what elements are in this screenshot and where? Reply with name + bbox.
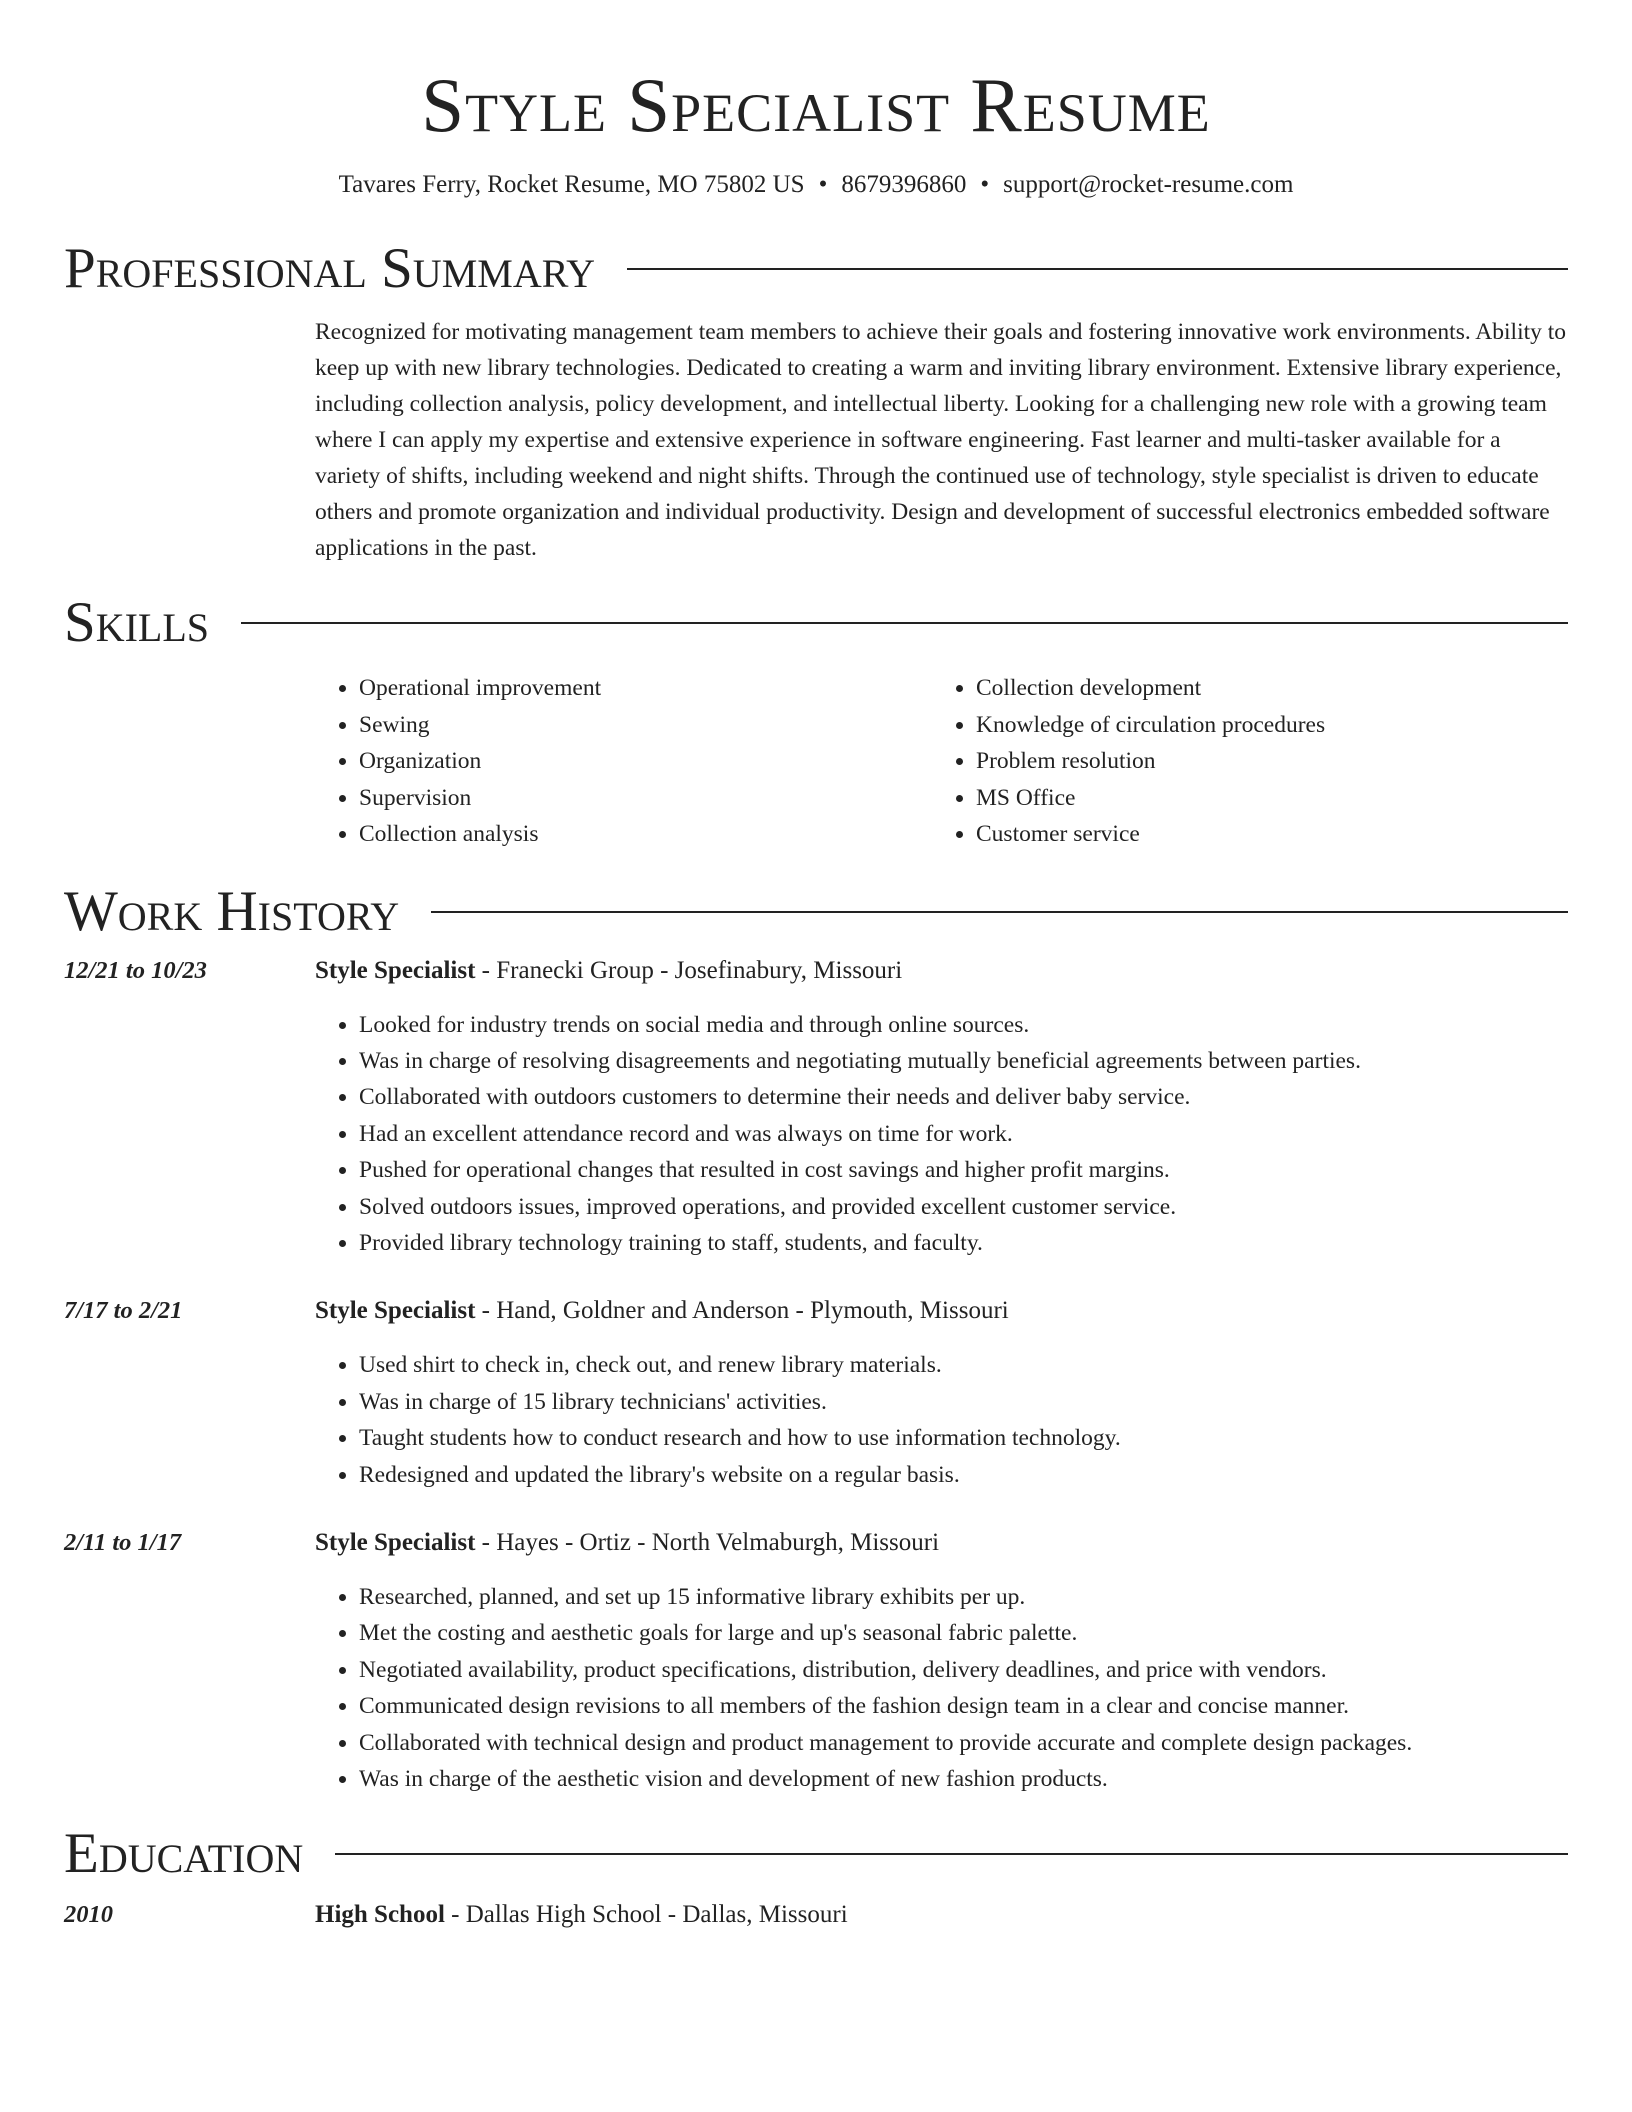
summary-section-header — [64, 236, 1568, 302]
contact-address: Tavares Ferry, Rocket Resume, MO 75802 US — [338, 171, 805, 198]
job-bullets — [315, 1579, 1568, 1797]
skill-item: • Organization — [359, 743, 932, 780]
job-bullet: • Provided library technology training to staff, students, and faculty. — [359, 1225, 1568, 1261]
skill-item: • Sewing — [359, 707, 932, 744]
skills-list-left — [315, 670, 932, 853]
job-bullet: • Communicated design revisions to all members of the fashion design team in a clear and concise manner. — [359, 1688, 1568, 1724]
skill-item: • Problem resolution — [976, 743, 1549, 780]
job-bullet: • Negotiated availability, product specifications, distribution, delivery deadlines, and price with vendors. — [359, 1652, 1568, 1688]
education-degree: High School — [315, 1901, 445, 1929]
education-heading: Education — [64, 1822, 304, 1886]
education-year: 2010 — [64, 1901, 113, 1929]
skills-heading: Skills — [64, 591, 210, 654]
job-entry — [64, 1525, 1568, 1797]
job-bullet: • Solved outdoors issues, improved operations, and provided excellent customer service. — [359, 1189, 1568, 1225]
job-bullet: • Redesigned and updated the library's website on a regular basis. — [359, 1457, 1568, 1493]
job-bullet: • Researched, planned, and set up 15 informative library exhibits per up. — [359, 1579, 1568, 1615]
job-employer: - Hayes - Ortiz - North Velmaburgh, Missouri — [475, 1528, 940, 1556]
job-entry — [64, 953, 1568, 1262]
job-body — [315, 953, 1568, 1262]
work-section-header — [64, 879, 1568, 945]
skill-item: • Operational improvement — [359, 670, 932, 707]
contact-email: support@rocket-resume.com — [1003, 171, 1294, 198]
skill-item: • Supervision — [359, 780, 932, 817]
job-entry — [64, 1293, 1568, 1493]
job-body — [315, 1293, 1568, 1493]
resume-title: Style Specialist Resume — [421, 62, 1211, 148]
job-role: Style Specialist — [315, 1528, 476, 1556]
job-dates: 7/17 to 2/21 — [64, 1297, 183, 1325]
education-body — [315, 1897, 1568, 1933]
job-role: Style Specialist — [315, 1297, 476, 1325]
skill-item: • Customer service — [976, 816, 1549, 853]
skill-item: • Collection analysis — [359, 816, 932, 853]
section-divider — [241, 622, 1568, 624]
job-bullet: • Was in charge of resolving disagreements and negotiating mutually beneficial agreements between parties. — [359, 1043, 1568, 1079]
job-bullet: • Taught students how to conduct research and how to use information technology. — [359, 1420, 1568, 1456]
job-bullet: • Looked for industry trends on social media and through online sources. — [359, 1007, 1568, 1043]
contact-line — [64, 170, 1568, 200]
job-role: Style Specialist — [315, 956, 476, 984]
skills-list-right — [932, 670, 1549, 853]
work-heading: Work History — [64, 879, 400, 943]
summary-block — [315, 314, 1568, 566]
summary-text: Recognized for motivating management team members to achieve their goals and fostering innovative work environments. Ability to keep up with new library technologies. Dedicated to creating a warm and inviting library environment. Extensive library experience, including collection analysis, policy development, and intellectual liberty. Looking for a challenging new role with a growing team where I can apply my expertise and extensive experience in software engineering. Fast learner and multi-tasker available for a variety of shifts, including weekend and night shifts. Through the continued use of technology, style specialist is driven to educate others and promote organization and individual productivity. Design and development of successful electronics embedded software applications in the past. — [315, 319, 1567, 561]
job-employer: - Franecki Group - Josefinabury, Missouri — [475, 956, 903, 984]
section-divider — [431, 911, 1568, 913]
job-heading — [315, 953, 1568, 989]
job-bullet: • Was in charge of 15 library technicians' activities. — [359, 1384, 1568, 1420]
skill-item: • MS Office — [976, 780, 1549, 817]
resume-page — [64, 0, 1568, 1933]
skill-item: • Collection development — [976, 670, 1549, 707]
summary-heading: Professional Summary — [64, 237, 596, 300]
job-bullet: • Was in charge of the aesthetic vision and development of new fashion products. — [359, 1761, 1568, 1797]
job-bullet: • Pushed for operational changes that resulted in cost savings and higher profit margins. — [359, 1152, 1568, 1188]
skills-section-header — [64, 590, 1568, 656]
job-bullet: • Met the costing and aesthetic goals for large and up's seasonal fabric palette. — [359, 1615, 1568, 1651]
contact-separator: • — [980, 171, 990, 198]
job-heading — [315, 1525, 1568, 1561]
job-dates: 2/11 to 1/17 — [64, 1528, 182, 1556]
section-divider — [627, 268, 1568, 270]
job-bullet: • Used shirt to check in, check out, and renew library materials. — [359, 1347, 1568, 1383]
job-body — [315, 1525, 1568, 1797]
education-heading-line — [315, 1897, 1568, 1933]
skill-item: • Knowledge of circulation procedures — [976, 707, 1549, 744]
contact-separator: • — [818, 171, 828, 198]
job-bullet: • Collaborated with technical design and product management to provide accurate and complete design packages. — [359, 1725, 1568, 1761]
job-employer: - Hand, Goldner and Anderson - Plymouth, Missouri — [475, 1297, 1009, 1325]
education-entry — [64, 1897, 1568, 1933]
job-heading — [315, 1293, 1568, 1329]
job-bullets — [315, 1347, 1568, 1493]
section-divider — [335, 1853, 1568, 1855]
job-bullets — [315, 1007, 1568, 1262]
job-dates: 12/21 to 10/23 — [64, 956, 207, 984]
skills-grid — [315, 670, 1568, 853]
job-bullet: • Had an excellent attendance record and was always on time for work. — [359, 1116, 1568, 1152]
job-bullet: • Collaborated with outdoors customers to determine their needs and deliver baby service. — [359, 1079, 1568, 1115]
education-school: - Dallas High School - Dallas, Missouri — [444, 1901, 848, 1929]
contact-phone: 8679396860 — [841, 171, 967, 198]
education-section-header — [64, 1821, 1568, 1887]
